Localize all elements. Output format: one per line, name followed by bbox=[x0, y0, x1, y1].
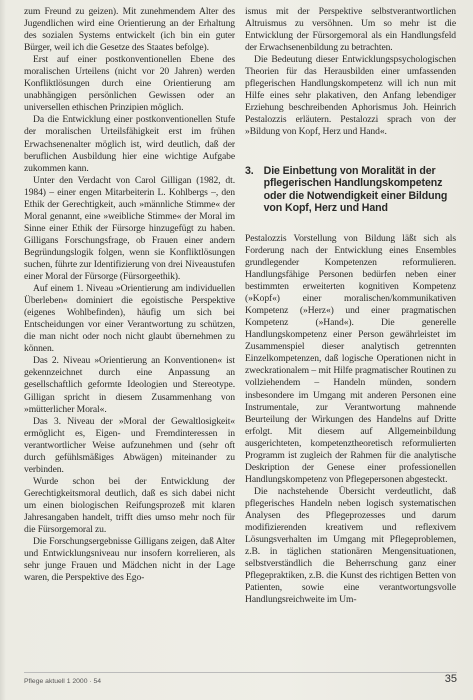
paragraph: Unter den Verdacht von Carol Gilligan (1982, dt. 1984) – einer engen Mitarbeiterin L. Kohlbergs –, den Ethik der Gerechtigkeit, auch »männliche Stimme« der Moral genannt, eine »weibliche Stimme« der Moral im Sinne einer Ethik der Fürsorge hinzugefügt zu haben. Gilligans Forschungsfrage, ob Frauen einer andern Begründungslogik folgen, wenn sie Konfliktlösungen suchen, führte zur Identifizierung von drei Niveaustufen einer Moral der Fürsorge (Fürsorgeethik). bbox=[24, 174, 235, 283]
paragraph: Die nachstehende Übersicht verdeutlicht, daß pflegerisches Handeln neben logisch systematischen Analysen des Pflegeprozesses und darum modifizierenden kreativem und reflexivem Lösungsverhalten im Umgang mit Pflegeproblemen, z.B. in täglichen stationären Mengensituationen, selbstverständlich die Beherrschung ganz einer Pflegepraktiken, z.B. die Kunst des richtigen Betten von Patienten, sowie eine verantwortungsvolle Handlungsreichweite im Um- bbox=[245, 485, 456, 606]
paragraph: Das 2. Niveau »Orientierung an Konventionen« ist gekennzeichnet durch eine Anpassung an gesellschaftlich geformte Ideologien und Stereotype. Gilligan spricht in diesem Zusammenhang von »mütterlicher Moral«. bbox=[24, 355, 235, 415]
left-text-column bbox=[24, 6, 235, 584]
paragraph: Das 3. Niveau der »Moral der Gewaltlosigkeit« ermöglicht es, Eigen- und Fremdinteressen in verantwortlicher Weise aufzunehmen und (sehr oft durch gefühlsmäßiges Abwägen) miteinander zu verbinden. bbox=[24, 415, 235, 475]
right-column-bottom-text bbox=[245, 233, 456, 606]
right-text-column bbox=[245, 6, 456, 606]
paragraph: Auf einem 1. Niveau »Orientierung am individuellen Überleben« dominiert die egoistische Perspektive (eigenes Wohlbefinden), häufig um sich bei Entscheidungen vor einer Verantwortung zu schützen, die man nicht oder noch nicht glaubt übernehmen zu können. bbox=[24, 283, 235, 355]
section-number: 3. bbox=[245, 164, 254, 177]
right-column-top-text bbox=[245, 6, 456, 139]
paragraph: ismus mit der Perspektive selbstverantwortlichen Altruismus zu versöhnen. Um so mehr ist die Entwicklung der Fürsorgemoral als ein Handlungsfeld der Erwachsenenbildung zu betrachten. bbox=[245, 6, 456, 54]
paragraph: Da die Entwicklung einer postkonventionellen Stufe der moralischen Urteilsfähigkeit erst im frühen Erwachsenenalter möglich ist, wird deutlich, daß der beruflichen Ausbildung hier eine wichtige Aufgabe zukommen kann. bbox=[24, 114, 235, 174]
section-title: Die Einbettung von Moralität in der pflegerischen Handlungskompetenz oder die Notwendigkeit einer Bildung von Kopf, Herz und Hand bbox=[263, 164, 448, 215]
paragraph: Wurde schon bei der Entwicklung der Gerechtigkeitsmoral deutlich, daß es sich dabei nicht um einen biologischen Reifungsprozeß mit klaren Jahresangaben handelt, trifft dies umso mehr noch für die Fürsorgemoral zu. bbox=[24, 475, 235, 536]
paragraph: Erst auf einer postkonventionellen Ebene des moralischen Urteilens (nicht vor 20 Jahren) werden Konfliktlösungen durch eine Orientierung am unabhängigen persönlichen Gewissen oder an universellen ethischen Prinzipien möglich. bbox=[24, 54, 235, 114]
section-heading bbox=[245, 165, 456, 215]
paragraph: Die Forschungsergebnisse Gilligans zeigen, daß Alter und Entwicklungsniveau nur insofern korrelieren, als sehr junge Frauen und Mädchen nicht in der Lage waren, die Perspektive des Ego- bbox=[24, 536, 235, 584]
paragraph: zum Freund zu geizen). Mit zunehmendem Alter des Jugendlichen wird eine Orientierung an der Erhaltung des sozialen Systems entwickelt (ich bin ein guter Bürger, weil ich die Gesetze des Staates befolge). bbox=[24, 6, 235, 54]
footer-rule bbox=[24, 672, 457, 673]
paragraph: Pestalozzis Vorstellung von Bildung läßt sich als Forderung nach der Entwicklung eines Ensembles grundlegender Kompetenzen reformulieren. Handlungsfähige Personen bedürfen neben einer bestimmten erweiterten kognitiven Kompetenz (»Kopf«) einer moralischen/kommunikativen Kompetenz (»Herz«) und einer pragmatischen Kompetenz (»Hand«). Die generelle Handlungskompetenz einer Person gewährleistet im Zusammenspiel dieser analytisch getrennten Einzelkompetenzen, daß logische Operationen nicht in zweckrationalem – mit Hilfe pragmatischer Routinen zu vollziehendem – Handeln münden, sondern insbesondere im Umgang mit anderen Personen eine Instrumentale, zur Verantwortung mahnende Beurteilung der Wirkungen des Handelns auf Dritte erfolgt. Mit diesem auf Allgemeinbildung ausgerichteten, kompetenztheoretisch reformulierten Programm ist zugleich der Rahmen für die analytische Deskription der Genese einer professionellen Handlungskompetenz von Pflegepersonen abgesteckt. bbox=[245, 232, 456, 485]
paragraph: Die Bedeutung dieser Entwicklungspsychologischen Theorien für das Herausbilden einer umfassenden pflegerischen Handlungskompetenz will ich nun mit Hilfe eines sehr plakativen, den Anfang lebendiger Erziehung beschreibenden Aphorismus Joh. Heinrich Pestalozzis erläutern. Pestalozzi sprach von der »Bildung von Kopf, Herz und Hand«. bbox=[245, 54, 456, 138]
running-footer: Pflege aktuell 1 2000 · 54 bbox=[24, 678, 102, 685]
page-number: 35 bbox=[444, 673, 457, 685]
